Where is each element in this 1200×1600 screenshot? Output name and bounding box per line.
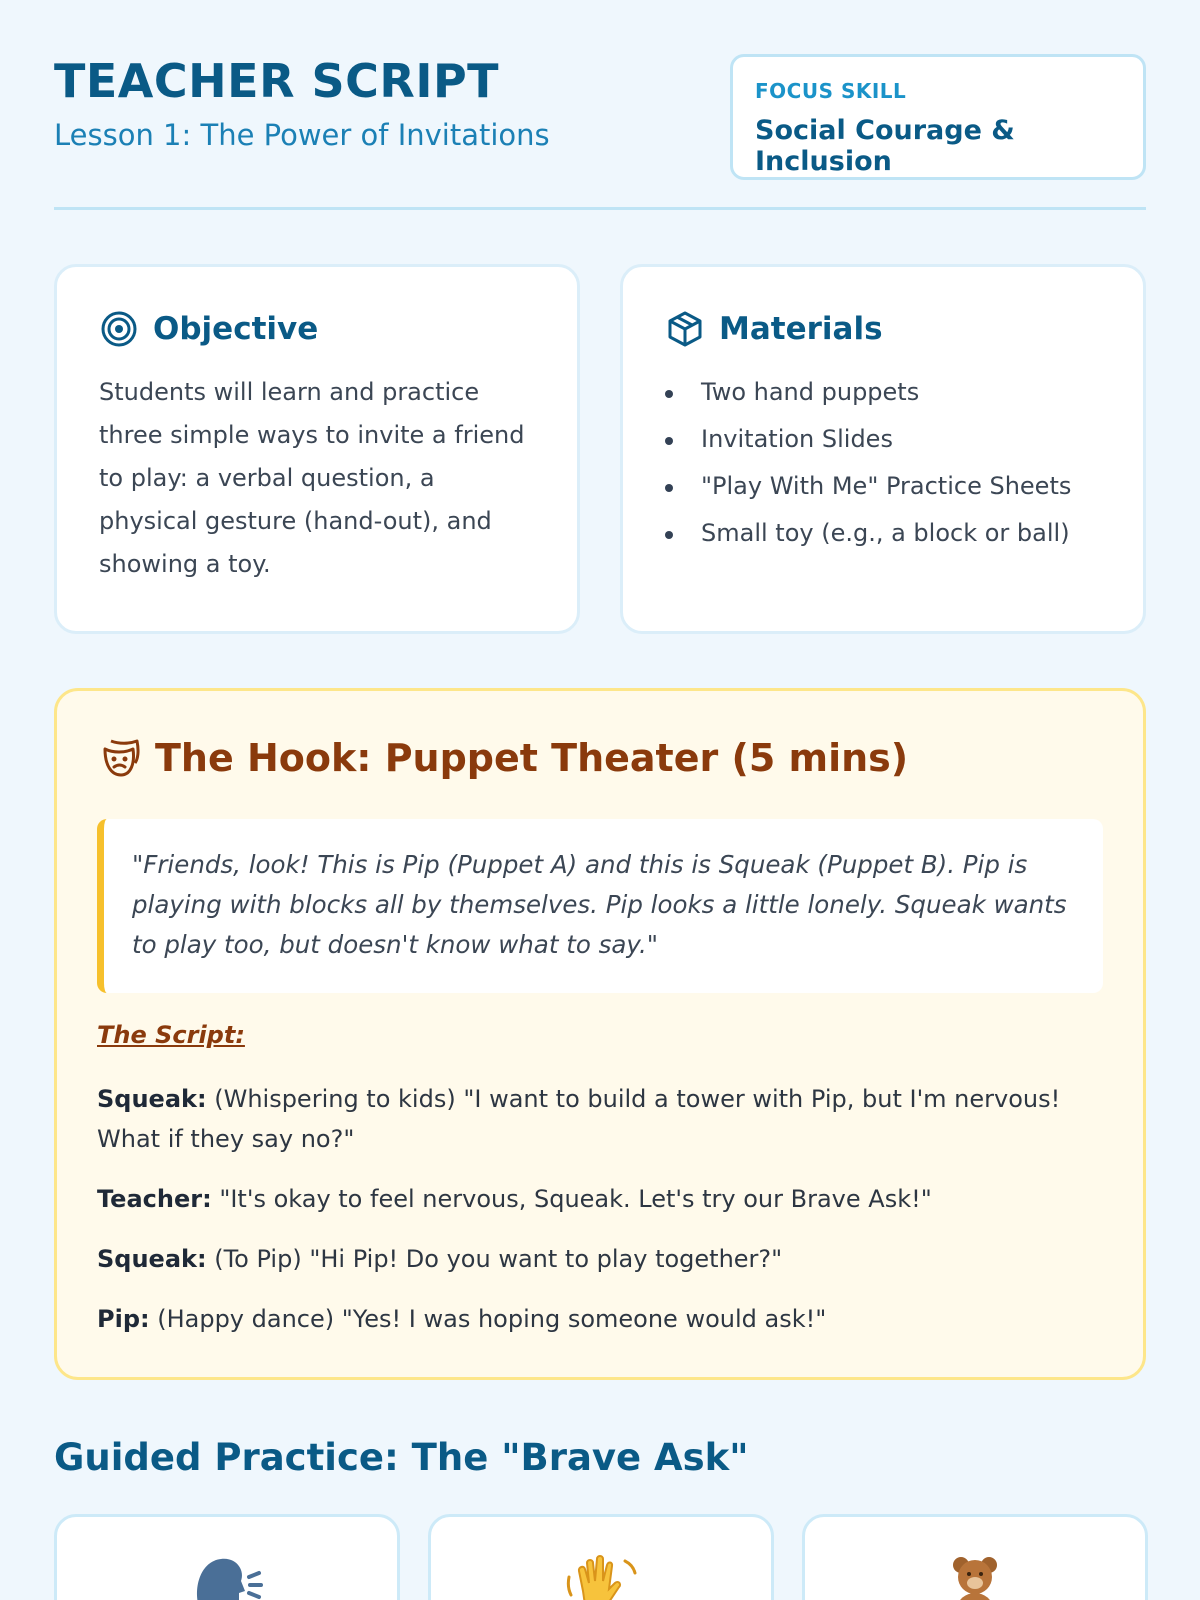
page-header (54, 0, 1146, 210)
speaker-line: "It's okay to feel nervous, Squeak. Let's try our Brave Ask!" (211, 1185, 932, 1213)
overview-row (54, 264, 1146, 634)
script-line (97, 1239, 1103, 1279)
teddy-bear-icon (935, 1547, 1015, 1600)
hook-quote-text: "Friends, look! This is Pip (Puppet A) and this is Squeak (Puppet B). Pip is playing with blocks all by themselves. Pip looks a little lonely. Squeak wants to play too, but doesn't know what to say." (132, 850, 1067, 959)
hook-header (97, 731, 1103, 785)
page-title: TEACHER SCRIPT (54, 54, 500, 108)
script-line (97, 1299, 1103, 1339)
box-icon (665, 309, 705, 349)
hook-title: The Hook: Puppet Theater (5 mins) (155, 736, 909, 780)
theater-masks-icon (97, 735, 143, 781)
objective-title: Objective (153, 311, 319, 347)
speaking-head-icon (187, 1547, 267, 1600)
lesson-subtitle: Lesson 1: The Power of Invitations (54, 118, 550, 152)
guided-practice-title: Guided Practice: The "Brave Ask" (54, 1436, 749, 1479)
script-lines (97, 1079, 1103, 1339)
speaker-name: Squeak: (97, 1085, 207, 1113)
script-label: The Script: (97, 1021, 245, 1049)
focus-skill-label: FOCUS SKILL (755, 79, 907, 103)
materials-item: Invitation Slides (665, 416, 1101, 463)
materials-title: Materials (719, 311, 883, 347)
hook-quote (97, 819, 1103, 993)
script-line (97, 1179, 1103, 1219)
speaker-name: Squeak: (97, 1245, 207, 1273)
objective-card (54, 264, 580, 634)
guided-card-toy (802, 1514, 1148, 1600)
hook-section (54, 688, 1146, 1380)
script-line (97, 1079, 1103, 1159)
speaker-name: Pip: (97, 1305, 150, 1333)
materials-header (665, 307, 1101, 351)
materials-list (665, 369, 1101, 557)
objective-header (99, 307, 535, 351)
speaker-line: (Whispering to kids) "I want to build a tower with Pip, but I'm nervous! What if they say no?" (97, 1085, 1061, 1153)
materials-item: Small toy (e.g., a block or ball) (665, 510, 1101, 557)
materials-item: Two hand puppets (665, 369, 1101, 416)
materials-card (620, 264, 1146, 634)
focus-skill-value: Social Courage & Inclusion (755, 115, 1015, 177)
guided-card-gesture (428, 1514, 774, 1600)
speaker-line: (To Pip) "Hi Pip! Do you want to play together?" (206, 1245, 783, 1273)
guided-card-verbal (54, 1514, 400, 1600)
speaker-name: Teacher: (97, 1185, 212, 1213)
materials-item: "Play With Me" Practice Sheets (665, 463, 1101, 510)
focus-skill-box (730, 54, 1146, 180)
target-icon (99, 309, 139, 349)
objective-text: Students will learn and practice three simple ways to invite a friend to play: a verbal question, a physical gesture (hand-out), and showing a toy. (99, 378, 525, 578)
speaker-line: (Happy dance) "Yes! I was hoping someone would ask!" (149, 1305, 827, 1333)
waving-hand-icon (561, 1547, 641, 1600)
